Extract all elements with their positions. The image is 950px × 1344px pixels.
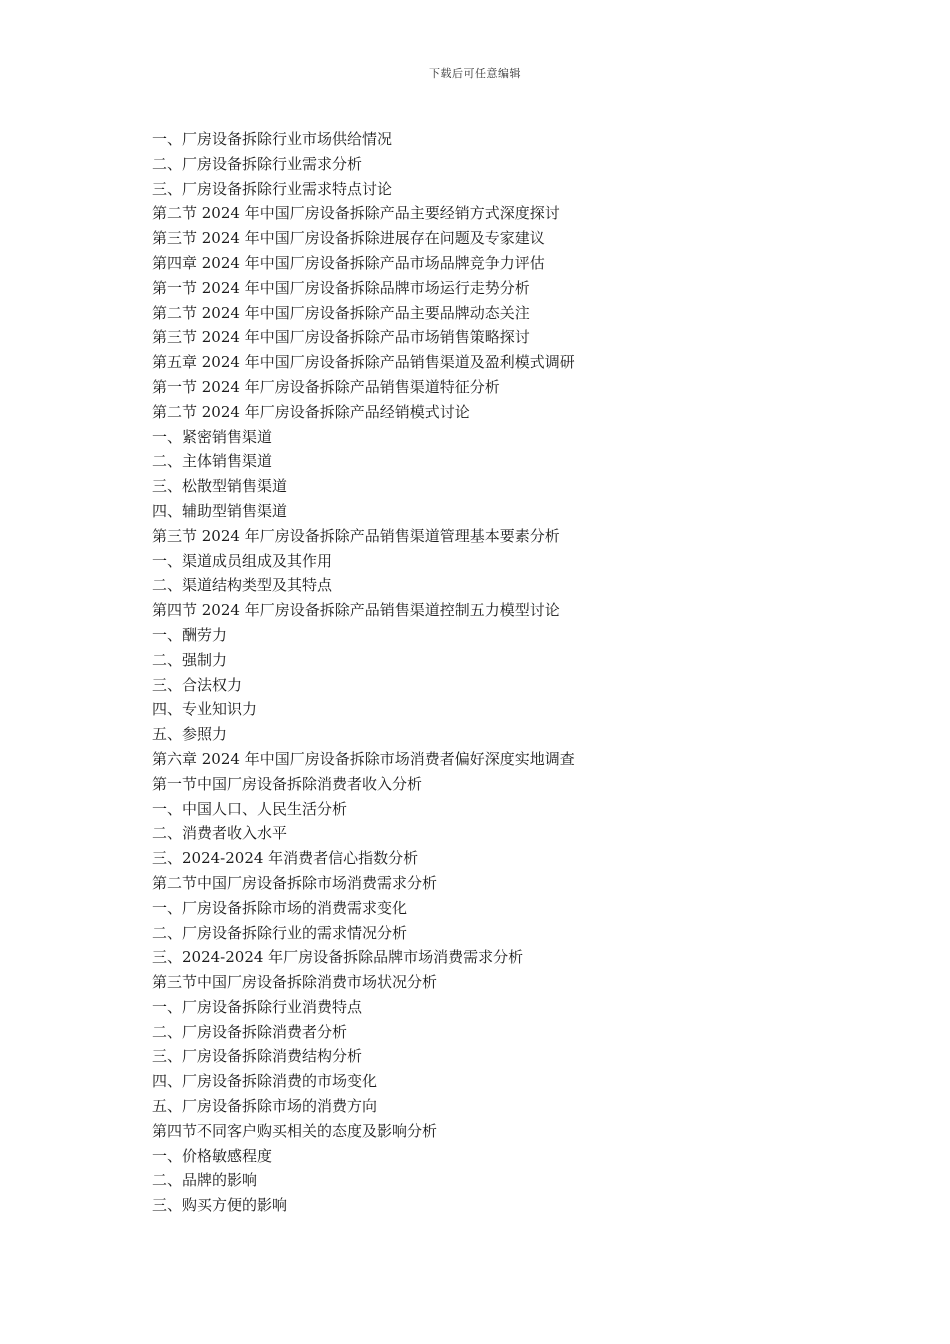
toc-line: 一、厂房设备拆除市场的消费需求变化 (152, 898, 408, 917)
toc-line: 一、价格敏感程度 (152, 1146, 273, 1165)
toc-line: 四、专业知识力 (152, 700, 258, 719)
toc-line: 第三节 2024 年厂房设备拆除产品销售渠道管理基本要素分析 (152, 526, 560, 545)
toc-line: 一、渠道成员组成及其作用 (152, 551, 333, 570)
toc-line: 二、强制力 (152, 650, 228, 669)
toc-line: 二、消费者收入水平 (152, 824, 288, 843)
toc-line: 第三节中国厂房设备拆除消费市场状况分析 (152, 973, 438, 992)
toc-line: 三、松散型销售渠道 (152, 477, 288, 496)
toc-line: 第二节 2024 年厂房设备拆除产品经销模式讨论 (152, 402, 470, 421)
toc-line: 一、中国人口、人民生活分析 (152, 799, 348, 818)
toc-line: 二、主体销售渠道 (152, 452, 273, 471)
toc-line: 四、辅助型销售渠道 (152, 501, 288, 520)
toc-line: 第四章 2024 年中国厂房设备拆除产品市场品牌竞争力评估 (152, 253, 545, 272)
page-header: 下载后可任意编辑 (429, 67, 521, 80)
toc-line: 第六章 2024 年中国厂房设备拆除市场消费者偏好深度实地调查 (152, 749, 575, 768)
toc-line: 第一节中国厂房设备拆除消费者收入分析 (152, 774, 423, 793)
toc-line: 三、合法权力 (152, 675, 243, 694)
toc-line: 三、厂房设备拆除消费结构分析 (152, 1047, 363, 1066)
toc-line: 二、厂房设备拆除行业的需求情况分析 (152, 923, 408, 942)
toc-line: 一、厂房设备拆除行业消费特点 (152, 997, 363, 1016)
toc-line: 第二节 2024 年中国厂房设备拆除产品主要品牌动态关注 (152, 303, 530, 322)
toc-line: 第一节 2024 年厂房设备拆除产品销售渠道特征分析 (152, 377, 500, 396)
toc-line: 第一节 2024 年中国厂房设备拆除品牌市场运行走势分析 (152, 278, 530, 297)
toc-line: 五、参照力 (152, 725, 228, 744)
toc-line: 四、厂房设备拆除消费的市场变化 (152, 1072, 378, 1091)
toc-line: 第二节 2024 年中国厂房设备拆除产品主要经销方式深度探讨 (152, 204, 560, 223)
toc-line: 三、厂房设备拆除行业需求特点讨论 (152, 179, 393, 198)
toc-line: 二、渠道结构类型及其特点 (152, 576, 333, 595)
toc-line: 第五章 2024 年中国厂房设备拆除产品销售渠道及盈利模式调研 (152, 353, 575, 372)
toc-line: 第三节 2024 年中国厂房设备拆除产品市场销售策略探讨 (152, 328, 530, 347)
table-of-contents (152, 127, 852, 1218)
toc-line: 第二节中国厂房设备拆除市场消费需求分析 (152, 873, 438, 892)
toc-line: 一、酬劳力 (152, 625, 228, 644)
toc-line: 三、购买方便的影响 (152, 1196, 288, 1215)
toc-line: 第三节 2024 年中国厂房设备拆除进展存在问题及专家建议 (152, 229, 545, 248)
toc-line: 第四节 2024 年厂房设备拆除产品销售渠道控制五力模型讨论 (152, 601, 560, 620)
toc-line: 三、2024-2024 年消费者信心指数分析 (152, 849, 419, 868)
toc-line: 五、厂房设备拆除市场的消费方向 (152, 1097, 378, 1116)
toc-line: 第四节不同客户购买相关的态度及影响分析 (152, 1121, 438, 1140)
toc-line: 一、厂房设备拆除行业市场供给情况 (152, 130, 393, 148)
toc-line: 二、厂房设备拆除行业需求分析 (152, 154, 363, 173)
toc-line: 一、紧密销售渠道 (152, 427, 273, 446)
toc-line: 二、品牌的影响 (152, 1171, 258, 1190)
toc-line: 三、2024-2024 年厂房设备拆除品牌市场消费需求分析 (152, 948, 524, 967)
toc-line: 二、厂房设备拆除消费者分析 (152, 1022, 348, 1041)
